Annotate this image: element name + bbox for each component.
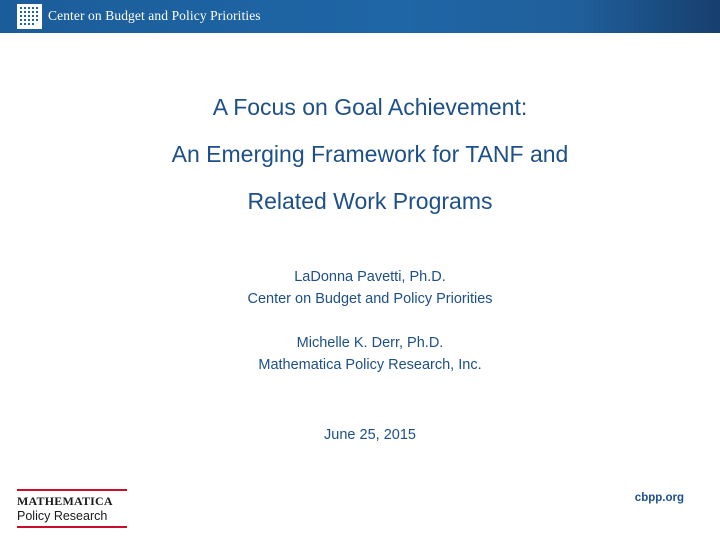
title-line-3: Related Work Programs (247, 188, 493, 214)
logo-rule-bottom (17, 526, 127, 528)
author-name-2: Michelle K. Derr, Ph.D. (296, 335, 444, 351)
site-link[interactable]: cbpp.org (634, 492, 684, 504)
presentation-date: June 25, 2015 (324, 427, 416, 443)
author-spacer (170, 310, 570, 332)
cbpp-grid-logo-icon (17, 4, 42, 29)
organization-name: Center on Budget and Policy Priorities (48, 8, 261, 23)
mathematica-logo (17, 489, 129, 529)
logo-line-1: MATHEMATICA (17, 494, 113, 508)
header-bar (0, 0, 720, 33)
author-name-1: LaDonna Pavetti, Ph.D. (294, 269, 446, 285)
logo-rule-top (17, 489, 127, 491)
author-block (170, 266, 570, 376)
logo-line-2: Policy Research (17, 509, 108, 523)
title-line-1: A Focus on Goal Achievement: (212, 94, 528, 120)
author-affiliation-1: Center on Budget and Policy Priorities (247, 291, 493, 307)
title-line-2: An Emerging Framework for TANF and (171, 141, 569, 167)
author-affiliation-2: Mathematica Policy Research, Inc. (258, 357, 482, 373)
slide-title (60, 84, 680, 225)
